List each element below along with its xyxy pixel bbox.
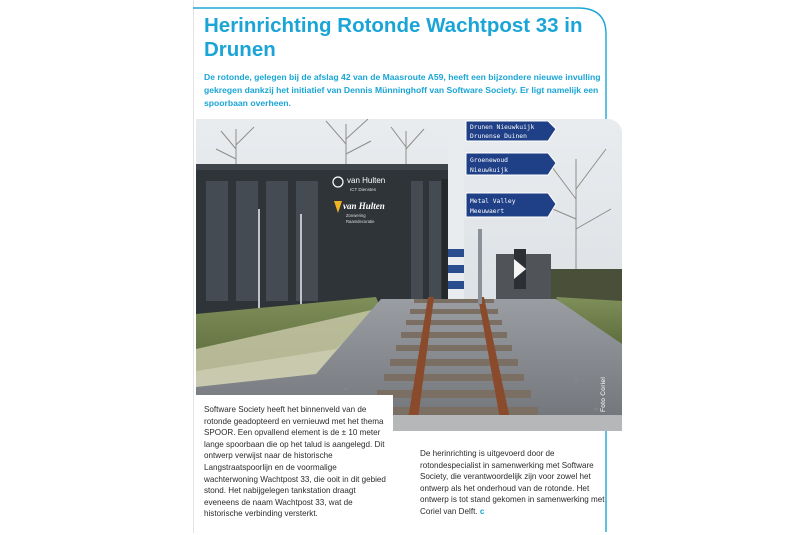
road-sign-1 xyxy=(466,121,556,141)
photo-credit: Foto Coriel xyxy=(600,376,607,412)
building-sign-2-sub2: Raamdecoratie xyxy=(346,219,375,224)
article-lead: De rotonde, gelegen bij de afslag 42 van de Maasroute A59, heeft een bijzondere nieuwe invulling gekregen dankzij het initiatief van Dennis Münninghoff van Software Society. Er ligt namelijk een spoorbaan overheen. xyxy=(204,72,601,108)
building-sign-1-sub: ICT Diensten xyxy=(350,187,377,192)
road-sign-1-line-2: Drunense Duinen xyxy=(470,133,527,140)
building-sign-1: van Hulten xyxy=(347,176,386,185)
road-sign-3-line-2: Meeuwaert xyxy=(470,208,505,215)
road-sign-1-line-1: Drunen Nieuwkuijk xyxy=(470,124,535,131)
building-sign-2: van Hulten xyxy=(343,201,385,211)
road-sign-2-line-2: Nieuwkuijk xyxy=(470,167,508,174)
road-sign-3 xyxy=(466,193,556,217)
road-sign-2 xyxy=(466,153,556,175)
road-sign-3-line-1: Metal Valley xyxy=(470,198,516,205)
end-mark-icon: c xyxy=(479,506,485,516)
page-edge xyxy=(193,0,194,533)
article-photo xyxy=(196,119,622,431)
body-column-right xyxy=(420,448,610,518)
building-sign-2-sub: Zonwering xyxy=(346,213,366,218)
article-title: Herinrichting Rotonde Wachtpost 33 in Drunen xyxy=(204,14,583,61)
body-right-text: De herinrichting is uitgevoerd door de rotondespecialist in samenwerking met Software Society, die verantwoordelijk zijn voor zowel het ontwerp als het onderhoud van de rotonde. Het ontwerp is tot stand gekomen in samenwerking met Coriel van Delft. xyxy=(420,449,605,516)
body-column-left: Software Society heeft het binnenveld van de rotonde geadopteerd en vernieuwd met het thema SPOOR. Een opvallend element is de ± 10 meter lange spoorbaan die op het talud is aangelegd. Dit ontwerp verwijst naar de historische Langstraatspoorlijn en de voormalige wachterwoning Wachtpost 33, die ooit in dit gebied stond. Het nabijgelegen tankstation draagt eveneens de naam Wachtpost 33, wat de historische verbinding versterkt. xyxy=(204,405,386,519)
road-sign-2-line-1: Groenewoud xyxy=(470,157,508,164)
